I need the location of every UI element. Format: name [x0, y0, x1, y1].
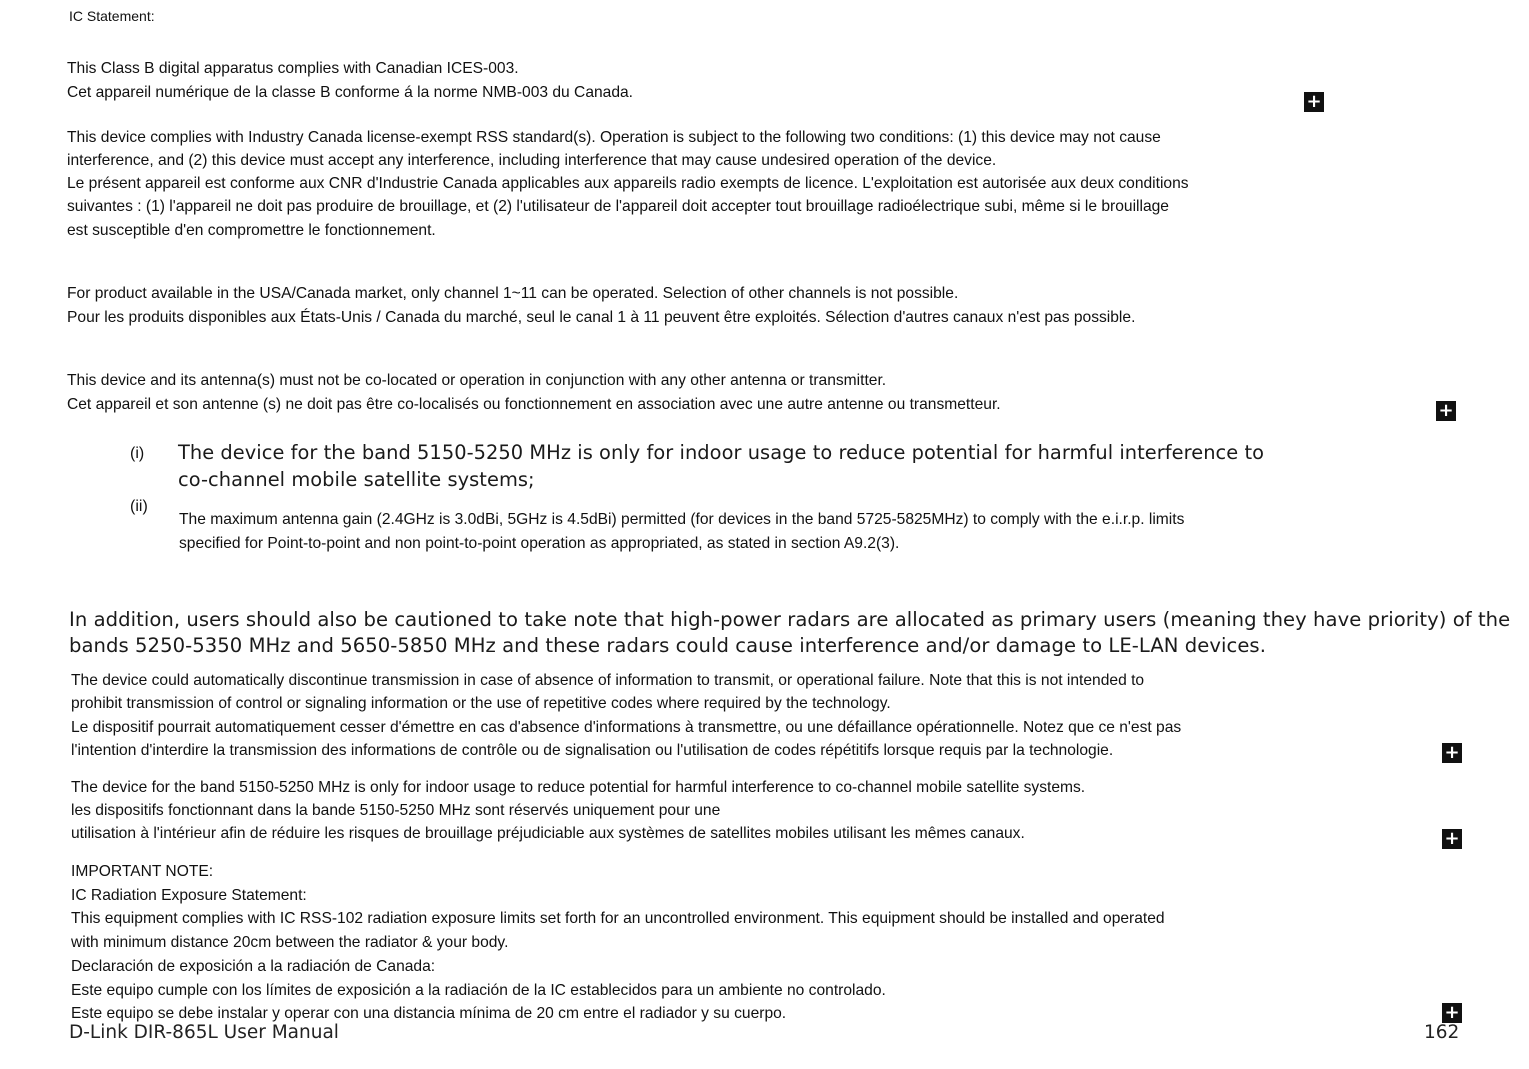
plus-square-icon[interactable]: +: [1436, 401, 1456, 421]
section-heading-ic-statement: IC Statement:: [69, 8, 155, 24]
radiation-statement-line: with minimum distance 20cm between the radiator & your body.: [71, 934, 509, 951]
radiation-statement-line: This equipment complies with IC RSS-102 radiation exposure limits set forth for an uncontrolled environment. This equipment should be installed and operated: [71, 910, 1165, 927]
plus-square-icon[interactable]: +: [1442, 743, 1462, 763]
rss-statement-line: This device complies with Industry Canada license-exempt RSS standard(s). Operation is subject to the following two conditions: (1) this device may not cause: [67, 129, 1161, 146]
indoor-statement-line: les dispositifs fonctionnant dans la bande 5150-5250 MHz sont réservés uniquement pour une: [71, 802, 721, 819]
channel-statement-fr: Pour les produits disponibles aux États-Unis / Canada du marché, seul le canal 1 à 11 peuvent être exploités. Sélection d'autres canaux n'est pas possible.: [67, 309, 1136, 326]
list-item-i-line: The device for the band 5150-5250 MHz is only for indoor usage to reduce potential for harmful interference to: [178, 441, 1265, 464]
colocation-statement-en: This device and its antenna(s) must not be co-located or operation in conjunction with any other antenna or transmitter.: [67, 372, 887, 389]
radiation-statement-line: Este equipo cumple con los límites de exposición a la radiación de la IC establecidos para un ambiente no controlado.: [71, 982, 886, 999]
plus-square-icon[interactable]: +: [1442, 829, 1462, 849]
radar-statement-line: bands 5250-5350 MHz and 5650-5850 MHz and these radars could cause interference and/or damage to LE-LAN devices.: [69, 634, 1266, 657]
channel-statement-en: For product available in the USA/Canada market, only channel 1~11 can be operated. Selection of other channels is not possible.: [67, 285, 959, 302]
discontinue-statement-line: Le dispositif pourrait automatiquement cesser d'émettre en cas d'absence d'informations à transmettre, ou une défaillance opérationnelle. Notez que ce n'est pas: [71, 719, 1182, 736]
page-number: 162: [1424, 1022, 1460, 1043]
radiation-statement-line: Este equipo se debe instalar y operar con una distancia mínima de 20 cm entre el radiador y su cuerpo.: [71, 1005, 787, 1022]
plus-square-icon[interactable]: +: [1442, 1003, 1462, 1023]
discontinue-statement-line: prohibit transmission of control or signaling information or the use of repetitive codes where required by the technology.: [71, 695, 891, 712]
rss-statement-line: suivantes : (1) l'appareil ne doit pas produire de brouillage, et (2) l'utilisateur de l'appareil doit accepter tout brouillage radioélectrique subi, même si le brouillage: [67, 198, 1169, 215]
rss-statement-line: Le présent appareil est conforme aux CNR d'Industrie Canada applicables aux appareils radio exempts de licence. L'exploitation est autorisée aux deux conditions: [67, 175, 1189, 192]
list-marker-ii: (ii): [130, 498, 148, 515]
class-b-statement-fr: Cet appareil numérique de la classe B conforme á la norme NMB-003 du Canada.: [67, 84, 634, 101]
important-note-heading: IMPORTANT NOTE:: [71, 863, 214, 880]
rss-statement-line: interference, and (2) this device must accept any interference, including interference that may cause undesired operation of the device.: [67, 152, 997, 169]
discontinue-statement-line: The device could automatically discontinue transmission in case of absence of information to transmit, or operational failure. Note that this is not intended to: [71, 672, 1145, 689]
manual-title: D-Link DIR-865L User Manual: [69, 1022, 339, 1043]
plus-square-icon[interactable]: +: [1304, 92, 1324, 112]
list-item-i-line: co-channel mobile satellite systems;: [178, 468, 535, 491]
indoor-statement-line: utilisation à l'intérieur afin de réduire les risques de brouillage préjudiciable aux systèmes de satellites mobiles utilisant les mêmes canaux.: [71, 825, 1025, 842]
indoor-statement-line: The device for the band 5150-5250 MHz is only for indoor usage to reduce potential for harmful interference to co-channel mobile satellite systems.: [71, 779, 1086, 796]
radar-statement-line: In addition, users should also be cautioned to take note that high-power radars are allocated as primary users (meaning they have priority) of the: [69, 608, 1511, 631]
radiation-exposure-heading: IC Radiation Exposure Statement:: [71, 887, 307, 904]
colocation-statement-fr: Cet appareil et son antenne (s) ne doit pas être co-localisés ou fonctionnement en association avec une autre antenne ou transmetteur.: [67, 396, 1001, 413]
radiation-statement-line: Declaración de exposición a la radiación de Canada:: [71, 958, 436, 975]
list-marker-i: (i): [130, 445, 145, 462]
rss-statement-line: est susceptible d'en compromettre le fonctionnement.: [67, 222, 436, 239]
class-b-statement-en: This Class B digital apparatus complies with Canadian ICES-003.: [67, 60, 519, 77]
list-item-ii-line: specified for Point-to-point and non point-to-point operation as appropriated, as stated in section A9.2(3).: [179, 535, 900, 552]
list-item-ii-line: The maximum antenna gain (2.4GHz is 3.0dBi, 5GHz is 4.5dBi) permitted (for devices in the band 5725-5825MHz) to comply with the e.i.r.p. limits: [179, 511, 1185, 528]
discontinue-statement-line: l'intention d'interdire la transmission des informations de contrôle ou de signalisation ou l'utilisation de codes répétitifs lorsque requis par la technologie.: [71, 742, 1114, 759]
